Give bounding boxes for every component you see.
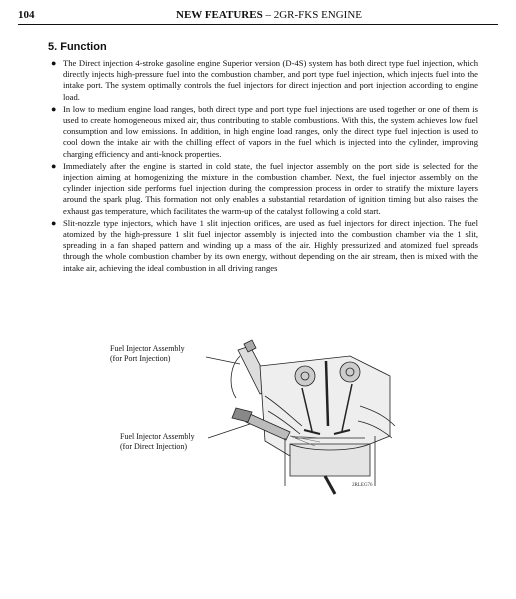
bullet-text: The Direct injection 4-stroke gasoline engine Superior version (D-4S) system has both direct type fuel injection, which directly injects high-pressure fuel into the combustion chamber, and port type fuel injection, which injects fuel into the intake port. The system optimally controls the fuel injectors for direct injection and port injection according to engine load. [63, 58, 478, 102]
figure-code: 2RLEG76 [352, 483, 373, 488]
header-title [176, 9, 362, 21]
bullet-item [51, 58, 478, 103]
bullet-text: Immediately after the engine is started in cold state, the fuel injector assembly on the port side is selected for the injection aiming at homogenizing the mixture in the combustion chamber. Next, the fuel injector assembly on the cylinder injection side performs fuel injection during the compression process in order to stratify the mixture layers around the spark plug. This formation not only enables a substantial retardation of ignition timing but also raises the exhaust gas temperature, which facilitates the warm-up of the catalyst following a cold start. [63, 160, 478, 216]
bullet-icon: ● [51, 217, 57, 228]
bullet-text: In low to medium engine load ranges, both direct type and port type fuel injections are used together or one of them is used to create homogeneous mixed air, thus contributing to stable combustions. With this, the system achieves low fuel consumption and low emissions. In addition, in high engine load ranges, only the direct type fuel injection is used to cool down the intake air with the chilling effect of vapors in the fuel which is injected into the cylinder, improving charging efficiency and anti-knock properties. [63, 103, 478, 159]
page-header [18, 8, 498, 25]
bullet-icon: ● [51, 160, 57, 171]
bullet-icon: ● [51, 58, 57, 68]
bullet-icon: ● [51, 103, 57, 114]
label-port-injector-line1: Fuel Injector Assembly [110, 344, 185, 353]
bullet-item [51, 104, 478, 160]
label-port-injector-line2: (for Port Injection) [110, 354, 171, 363]
bullet-item [51, 218, 478, 274]
header-title-rest: – 2GR-FKS ENGINE [262, 9, 363, 21]
label-port-injector [110, 344, 185, 364]
page-number: 104 [18, 9, 35, 21]
bullet-list [51, 58, 478, 275]
header-title-bold: NEW FEATURES [176, 9, 263, 21]
bullet-text: Slit-nozzle type injectors, which have 1 slit injection orifices, are used as fuel injectors for direct injection. The fuel atomized by the high-pressure 1 slit fuel injector assembly is injected into the combustion chamber via the 1 slit, spreading in a fan shaped pattern and winding up a mass of the air. Highly pressurized and atomized fuel spreads through the whole combustion chamber by its own energy, without depending on the air stream, then is mixed with the intake air, achieving the ideal combustion in all driving ranges [63, 217, 478, 273]
label-direct-injector-line1: Fuel Injector Assembly [120, 432, 195, 441]
bullet-item [51, 161, 478, 217]
label-direct-injector-line2: (for Direct Injection) [120, 442, 188, 451]
section-title: 5. Function [48, 41, 107, 53]
label-direct-injector [120, 432, 195, 452]
engine-illustration [90, 326, 420, 496]
